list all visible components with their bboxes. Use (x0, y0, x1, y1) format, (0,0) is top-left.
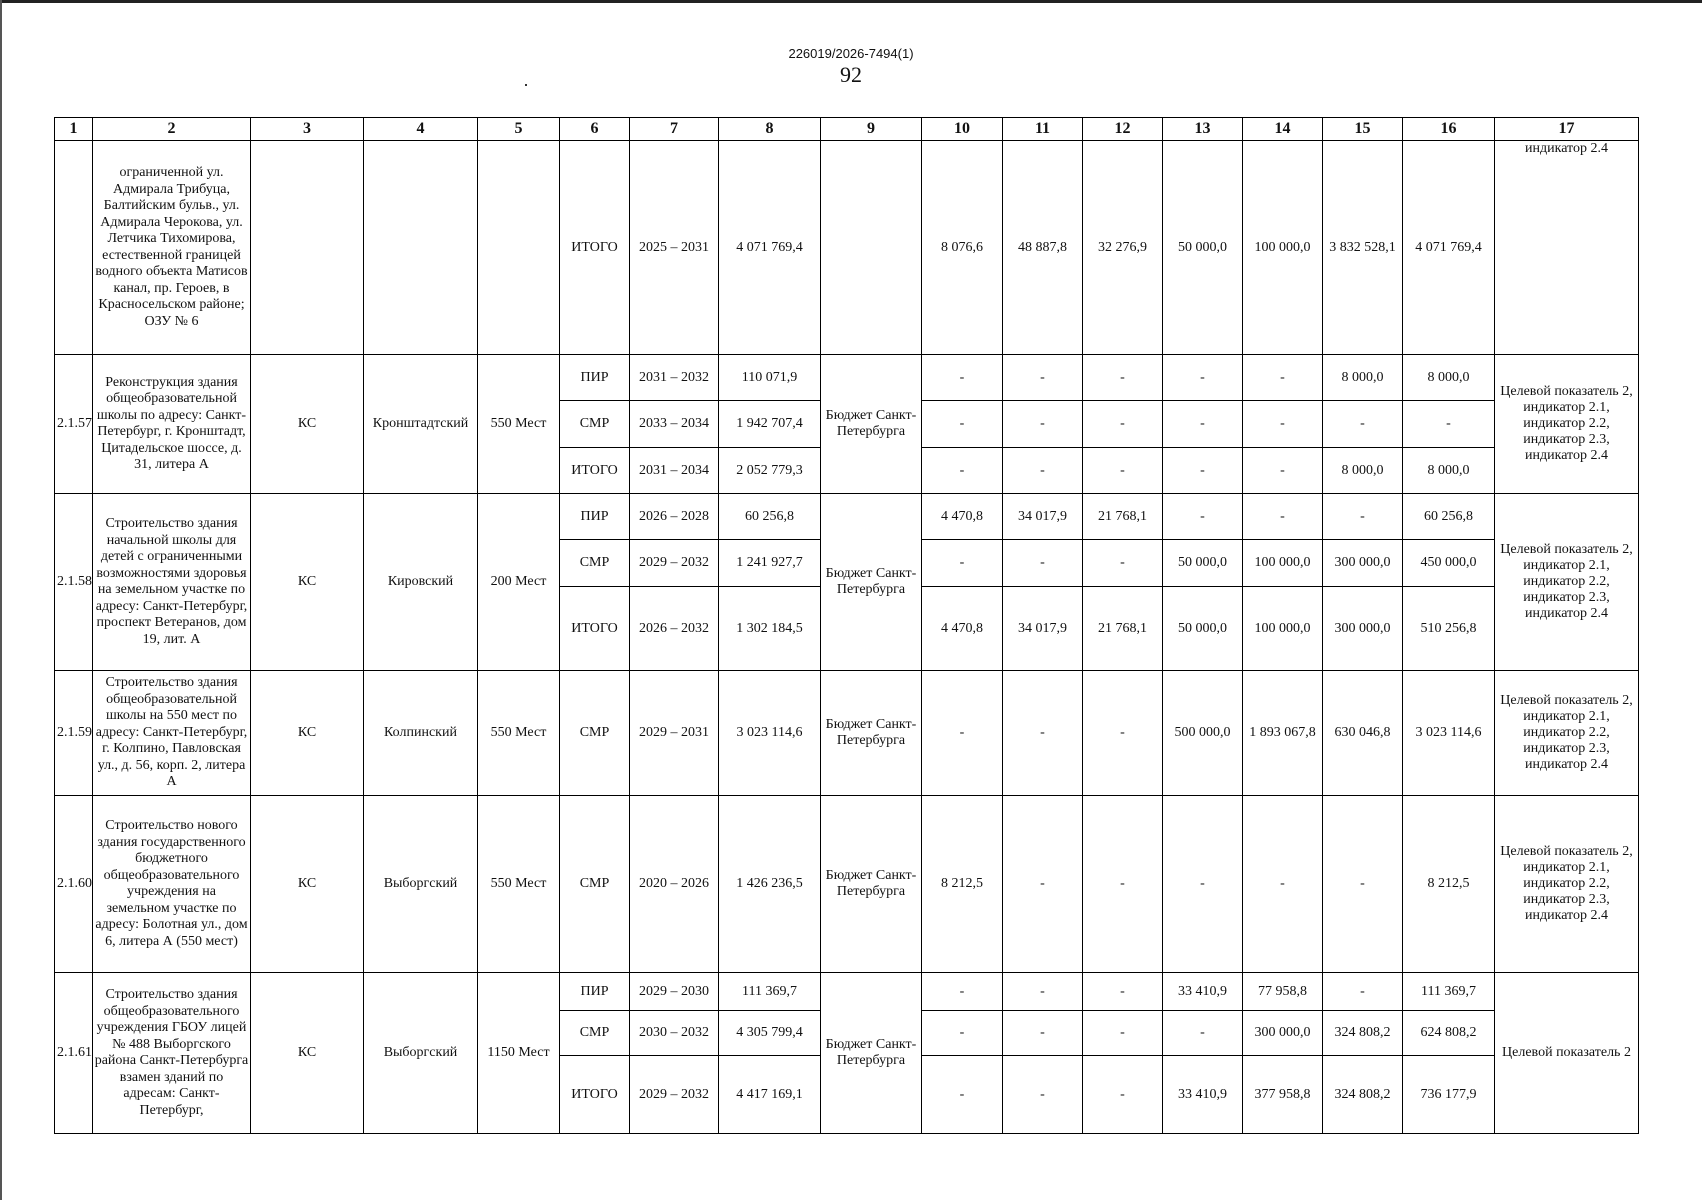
cell-v11: - (1003, 1056, 1083, 1134)
cell-district: Кронштадтский (364, 355, 478, 494)
cell-v16: 8 000,0 (1403, 355, 1495, 401)
cell-v16: 8 000,0 (1403, 448, 1495, 494)
cell-object-name: Строительство здания общеобразовательного учреждения ГБОУ лицей № 488 Выборгского района Санкт-Петербурга взамен зданий по адресам: Санкт-Петербург, (93, 973, 251, 1134)
col-header: 3 (251, 118, 364, 141)
cell-indicator: Целевой показатель 2, индикатор 2.1, индикатор 2.2, индикатор 2.3, индикатор 2.4 (1495, 796, 1639, 973)
cell-v13: 500 000,0 (1163, 671, 1243, 796)
cell-total: 110 071,9 (719, 355, 821, 401)
table-row (55, 355, 1639, 401)
cell-v16: 8 212,5 (1403, 796, 1495, 973)
cell-v12: - (1083, 796, 1163, 973)
cell-v16: 60 256,8 (1403, 494, 1495, 540)
cell-object-name: Реконструкция здания общеобразовательной школы по адресу: Санкт-Петербург, г. Кронштадт, Цитадельское шоссе, д. 31, литера А (93, 355, 251, 494)
cell-district: Колпинский (364, 671, 478, 796)
cell-object-name: Строительство здания начальной школы для детей с ограниченными возможностями здоровья на земельном участке по адресу: Санкт-Петербург, проспект Ветеранов, дом 19, лит. А (93, 494, 251, 671)
cell-stage: ИТОГО (560, 1056, 630, 1134)
cell-v16: 624 808,2 (1403, 1011, 1495, 1056)
col-header: 17 (1495, 118, 1639, 141)
cell-v16: 736 177,9 (1403, 1056, 1495, 1134)
cell-source: Бюджет Санкт-Петербурга (821, 671, 922, 796)
cell-v12: - (1083, 973, 1163, 1011)
cell-capacity (478, 141, 560, 355)
cell-period: 2031 – 2034 (630, 448, 719, 494)
cell-indicator: Целевой показатель 2, индикатор 2.1, индикатор 2.2, индикатор 2.3, индикатор 2.4 (1495, 671, 1639, 796)
document-id: 226019/2026-7494(1) (788, 46, 914, 61)
cell-v11: - (1003, 540, 1083, 587)
cell-v10: - (922, 540, 1003, 587)
program-table (54, 117, 1639, 1134)
scan-speck (525, 84, 527, 86)
cell-v11: - (1003, 973, 1083, 1011)
cell-v13: - (1163, 796, 1243, 973)
cell-stage: ПИР (560, 973, 630, 1011)
cell-total: 1 302 184,5 (719, 587, 821, 671)
cell-v13: 50 000,0 (1163, 540, 1243, 587)
cell-total: 4 417 169,1 (719, 1056, 821, 1134)
cell-v13: 50 000,0 (1163, 141, 1243, 355)
cell-v15: - (1323, 494, 1403, 540)
cell-v13: - (1163, 1011, 1243, 1056)
cell-stage: ПИР (560, 494, 630, 540)
cell-num (55, 141, 93, 355)
cell-district: Кировский (364, 494, 478, 671)
table-row (55, 973, 1639, 1011)
cell-v10: 8 076,6 (922, 141, 1003, 355)
cell-v11: - (1003, 1011, 1083, 1056)
cell-stage: СМР (560, 1011, 630, 1056)
cell-capacity: 550 Мест (478, 355, 560, 494)
cell-v11: - (1003, 355, 1083, 401)
cell-total: 1 942 707,4 (719, 401, 821, 448)
cell-v13: 33 410,9 (1163, 1056, 1243, 1134)
cell-v15: 630 046,8 (1323, 671, 1403, 796)
cell-num: 2.1.59 (55, 671, 93, 796)
cell-object-name: Строительство нового здания государственного бюджетного общеобразовательного учреждения на земельном участке по адресу: Болотная ул., дом 6, литера А (550 мест) (93, 796, 251, 973)
col-header: 13 (1163, 118, 1243, 141)
cell-period: 2029 – 2032 (630, 540, 719, 587)
cell-v15: 300 000,0 (1323, 540, 1403, 587)
cell-indicator: Целевой показатель 2 (1495, 973, 1639, 1134)
cell-total: 111 369,7 (719, 973, 821, 1011)
cell-indicator: Целевой показатель 2, индикатор 2.1, индикатор 2.2, индикатор 2.3, индикатор 2.4 (1495, 494, 1639, 671)
cell-v15: 324 808,2 (1323, 1056, 1403, 1134)
cell-stage: ПИР (560, 355, 630, 401)
cell-v14: - (1243, 401, 1323, 448)
cell-period: 2029 – 2032 (630, 1056, 719, 1134)
cell-type: КС (251, 671, 364, 796)
cell-v15: 8 000,0 (1323, 355, 1403, 401)
cell-stage: СМР (560, 796, 630, 973)
cell-v15: 300 000,0 (1323, 587, 1403, 671)
cell-v16: 510 256,8 (1403, 587, 1495, 671)
cell-source: Бюджет Санкт-Петербурга (821, 355, 922, 494)
cell-district: Выборгский (364, 796, 478, 973)
cell-v14: 1 893 067,8 (1243, 671, 1323, 796)
col-header: 6 (560, 118, 630, 141)
cell-source: Бюджет Санкт-Петербурга (821, 796, 922, 973)
col-header: 1 (55, 118, 93, 141)
cell-v15: 324 808,2 (1323, 1011, 1403, 1056)
cell-v12: - (1083, 355, 1163, 401)
table-row-continuation (55, 141, 1639, 355)
cell-v11: - (1003, 448, 1083, 494)
cell-v14: - (1243, 448, 1323, 494)
cell-district: Выборгский (364, 973, 478, 1134)
cell-object-name: Строительство здания общеобразовательной школы на 550 мест по адресу: Санкт-Петербург, г. Колпино, Павловская ул., д. 56, корп. 2, литера А (93, 671, 251, 796)
cell-v15: 8 000,0 (1323, 448, 1403, 494)
cell-num: 2.1.58 (55, 494, 93, 671)
col-header: 11 (1003, 118, 1083, 141)
cell-total: 4 305 799,4 (719, 1011, 821, 1056)
cell-type: КС (251, 796, 364, 973)
cell-v15: - (1323, 401, 1403, 448)
cell-period: 2026 – 2028 (630, 494, 719, 540)
cell-v14: - (1243, 494, 1323, 540)
cell-v14: 77 958,8 (1243, 973, 1323, 1011)
col-header: 12 (1083, 118, 1163, 141)
cell-v10: - (922, 1056, 1003, 1134)
cell-period: 2020 – 2026 (630, 796, 719, 973)
scan-border-left (0, 0, 2, 1200)
col-header: 9 (821, 118, 922, 141)
scan-border-top (0, 0, 1702, 3)
cell-v14: 100 000,0 (1243, 540, 1323, 587)
cell-indicator: индикатор 2.4 (1495, 141, 1639, 355)
cell-v14: 100 000,0 (1243, 587, 1323, 671)
table-row (55, 494, 1639, 540)
cell-v10: 4 470,8 (922, 494, 1003, 540)
cell-v12: 32 276,9 (1083, 141, 1163, 355)
cell-period: 2031 – 2032 (630, 355, 719, 401)
cell-stage: СМР (560, 401, 630, 448)
cell-period: 2033 – 2034 (630, 401, 719, 448)
cell-v12: - (1083, 540, 1163, 587)
cell-v13: - (1163, 355, 1243, 401)
cell-v11: - (1003, 796, 1083, 973)
cell-v15: - (1323, 796, 1403, 973)
cell-capacity: 1150 Мест (478, 973, 560, 1134)
cell-type: КС (251, 494, 364, 671)
col-header: 2 (93, 118, 251, 141)
cell-period: 2029 – 2030 (630, 973, 719, 1011)
cell-v10: - (922, 355, 1003, 401)
page-number: 92 (840, 62, 862, 87)
cell-v16: 4 071 769,4 (1403, 141, 1495, 355)
cell-v16: 3 023 114,6 (1403, 671, 1495, 796)
cell-total: 1 241 927,7 (719, 540, 821, 587)
cell-stage: ИТОГО (560, 141, 630, 355)
cell-v15: - (1323, 973, 1403, 1011)
col-header: 16 (1403, 118, 1495, 141)
cell-total: 60 256,8 (719, 494, 821, 540)
cell-v11: - (1003, 401, 1083, 448)
cell-v12: - (1083, 1056, 1163, 1134)
col-header: 15 (1323, 118, 1403, 141)
cell-v10: - (922, 1011, 1003, 1056)
col-header: 8 (719, 118, 821, 141)
cell-v10: 4 470,8 (922, 587, 1003, 671)
cell-v12: - (1083, 1011, 1163, 1056)
cell-v10: - (922, 973, 1003, 1011)
cell-v11: 34 017,9 (1003, 587, 1083, 671)
cell-v12: 21 768,1 (1083, 494, 1163, 540)
cell-v13: - (1163, 401, 1243, 448)
cell-v10: - (922, 671, 1003, 796)
cell-v10: 8 212,5 (922, 796, 1003, 973)
cell-period: 2029 – 2031 (630, 671, 719, 796)
cell-v16: - (1403, 401, 1495, 448)
cell-stage: ИТОГО (560, 587, 630, 671)
col-header: 14 (1243, 118, 1323, 141)
cell-type: КС (251, 973, 364, 1134)
col-header: 5 (478, 118, 560, 141)
cell-num: 2.1.61 (55, 973, 93, 1134)
cell-stage: ИТОГО (560, 448, 630, 494)
cell-v13: 33 410,9 (1163, 973, 1243, 1011)
cell-v11: - (1003, 671, 1083, 796)
cell-type (251, 141, 364, 355)
cell-v14: - (1243, 796, 1323, 973)
cell-stage: СМР (560, 671, 630, 796)
cell-num: 2.1.60 (55, 796, 93, 973)
cell-v13: 50 000,0 (1163, 587, 1243, 671)
cell-capacity: 200 Мест (478, 494, 560, 671)
cell-total: 2 052 779,3 (719, 448, 821, 494)
cell-stage: СМР (560, 540, 630, 587)
cell-capacity: 550 Мест (478, 671, 560, 796)
cell-v16: 450 000,0 (1403, 540, 1495, 587)
cell-v14: 300 000,0 (1243, 1011, 1323, 1056)
cell-v14: 377 958,8 (1243, 1056, 1323, 1134)
cell-total: 4 071 769,4 (719, 141, 821, 355)
cell-v12: - (1083, 448, 1163, 494)
cell-v10: - (922, 401, 1003, 448)
header-row (55, 118, 1639, 141)
table-row (55, 671, 1639, 796)
cell-v13: - (1163, 494, 1243, 540)
cell-period: 2030 – 2032 (630, 1011, 719, 1056)
cell-v14: - (1243, 355, 1323, 401)
cell-v11: 48 887,8 (1003, 141, 1083, 355)
col-header: 7 (630, 118, 719, 141)
cell-v12: - (1083, 671, 1163, 796)
cell-type: КС (251, 355, 364, 494)
cell-v15: 3 832 528,1 (1323, 141, 1403, 355)
cell-v12: 21 768,1 (1083, 587, 1163, 671)
cell-period: 2025 – 2031 (630, 141, 719, 355)
col-header: 10 (922, 118, 1003, 141)
cell-object-name: ограниченной ул. Адмирала Трибуца, Балтийским бульв., ул. Адмирала Черокова, ул. Летчика Тихомирова, естественной границей водного объекта Матисов канал, пр. Героев, в Красносельском районе; ОЗУ № 6 (93, 141, 251, 355)
cell-total: 1 426 236,5 (719, 796, 821, 973)
cell-v16: 111 369,7 (1403, 973, 1495, 1011)
cell-period: 2026 – 2032 (630, 587, 719, 671)
col-header: 4 (364, 118, 478, 141)
cell-v12: - (1083, 401, 1163, 448)
cell-capacity: 550 Мест (478, 796, 560, 973)
cell-source: Бюджет Санкт-Петербурга (821, 494, 922, 671)
cell-district (364, 141, 478, 355)
cell-v10: - (922, 448, 1003, 494)
cell-source: Бюджет Санкт-Петербурга (821, 973, 922, 1134)
cell-v13: - (1163, 448, 1243, 494)
cell-v14: 100 000,0 (1243, 141, 1323, 355)
cell-source (821, 141, 922, 355)
cell-total: 3 023 114,6 (719, 671, 821, 796)
cell-num: 2.1.57 (55, 355, 93, 494)
cell-indicator: Целевой показатель 2, индикатор 2.1, индикатор 2.2, индикатор 2.3, индикатор 2.4 (1495, 355, 1639, 494)
cell-v11: 34 017,9 (1003, 494, 1083, 540)
table-row (55, 796, 1639, 973)
